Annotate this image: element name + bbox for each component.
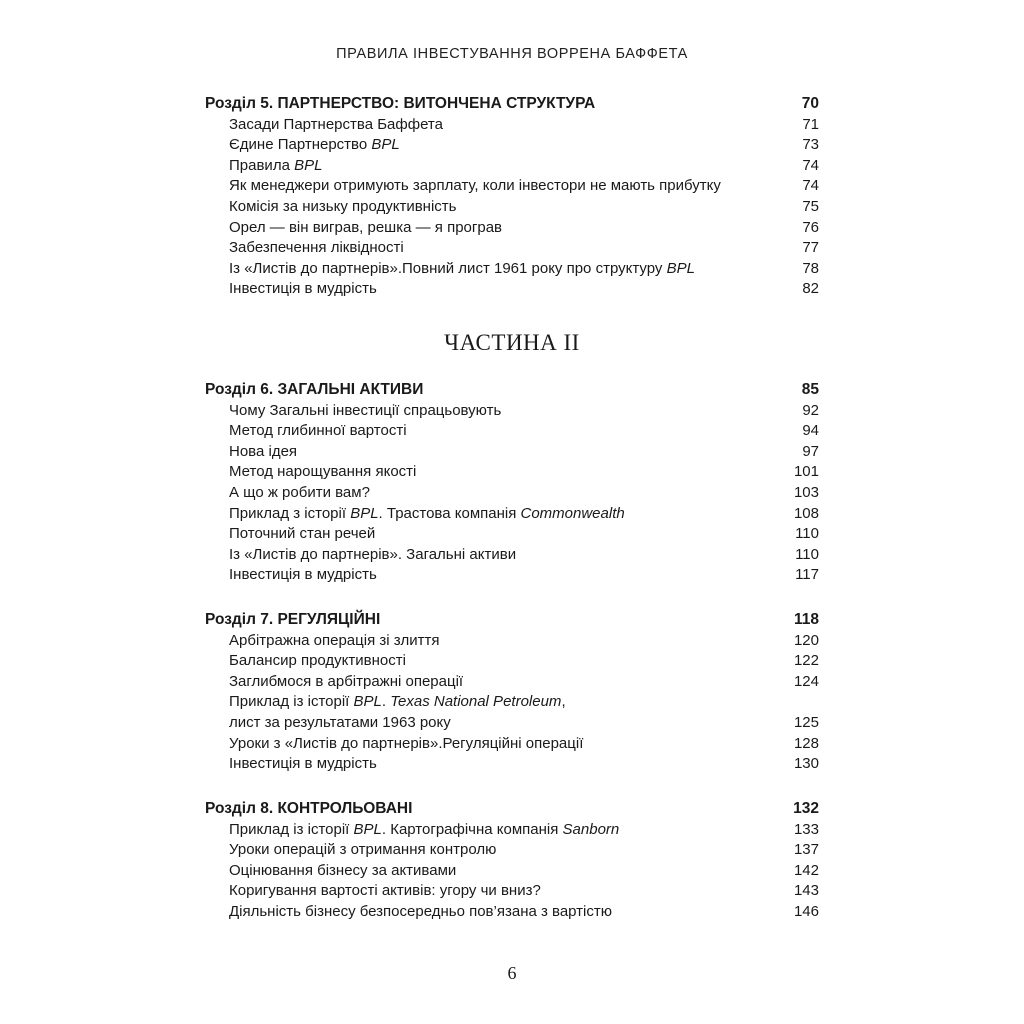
toc-entry[interactable]	[205, 565, 819, 586]
entry-title: Комісія за низьку продуктивність	[229, 197, 457, 215]
toc-entry[interactable]	[205, 545, 819, 566]
entry-title: Забезпечення ліквідності	[229, 239, 404, 257]
entry-title: Із «Листів до партнерів».Повний лист 1961 року про структуру BPL	[229, 259, 695, 277]
part-title: ЧАСТИНА ІІ	[444, 330, 580, 355]
page-ref: 73	[802, 136, 819, 154]
entry-title: Арбітражна операція зі злиття	[229, 631, 440, 649]
entry-title: Уроки з «Листів до партнерів».Регуляційні операції	[229, 734, 584, 752]
entry-title: Єдине Партнерство BPL	[229, 136, 400, 154]
toc-entry[interactable]	[205, 259, 819, 280]
toc-section-chapter-5	[205, 94, 819, 300]
entry-title: Приклад із історії BPL. Texas National Petroleum,	[229, 693, 566, 711]
page-ref: 124	[793, 672, 819, 690]
entry-title: Засади Партнерства Баффета	[229, 115, 443, 133]
entry-title: Інвестиція в мудрість	[229, 755, 377, 773]
page-ref: 133	[793, 820, 819, 838]
toc-entry[interactable]	[205, 462, 819, 483]
page-ref: 82	[802, 280, 819, 298]
page-ref: 77	[802, 239, 819, 257]
page-ref: 132	[793, 800, 819, 817]
chapter-title: Розділ 5. ПАРТНЕРСТВО: ВИТОНЧЕНА СТРУКТУРА	[205, 95, 596, 112]
page-ref: 146	[793, 902, 819, 920]
toc-entry[interactable]	[205, 238, 819, 259]
toc-entry[interactable]	[205, 672, 819, 693]
page-ref: 137	[793, 841, 819, 859]
toc-entry[interactable]	[205, 483, 819, 504]
entry-title: Метод нарощування якості	[229, 463, 417, 481]
entry-title: Як менеджери отримують зарплату, коли інвестори не мають прибутку	[229, 177, 721, 195]
toc-entry[interactable]	[205, 754, 819, 775]
entry-title: лист за результатами 1963 року	[229, 713, 451, 731]
chapter-title: Розділ 6. ЗАГАЛЬНІ АКТИВИ	[205, 381, 424, 398]
toc-entry[interactable]	[205, 442, 819, 463]
toc-entry[interactable]	[205, 881, 819, 902]
chapter-title: Розділ 7. РЕГУЛЯЦІЙНІ	[205, 611, 381, 628]
page-ref: 74	[802, 177, 819, 195]
page-number: 6	[507, 963, 517, 983]
page-ref: 75	[802, 197, 819, 215]
toc-entry[interactable]	[205, 692, 819, 713]
page-ref: 110	[795, 525, 819, 543]
toc-entry[interactable]	[205, 504, 819, 525]
page-ref: 97	[802, 442, 819, 460]
entry-title: Правила BPL	[229, 156, 323, 174]
chapter-title: Розділ 8. КОНТРОЛЬОВАНІ	[205, 800, 413, 817]
toc-chapter-heading[interactable]	[205, 610, 819, 631]
toc-entry[interactable]	[205, 176, 819, 197]
toc-entry[interactable]	[205, 135, 819, 156]
entry-title: Нова ідея	[229, 442, 298, 460]
toc-entry[interactable]	[205, 401, 819, 422]
toc-entry[interactable]	[205, 902, 819, 923]
entry-title: Діяльність бізнесу безпосередньо пов’язана з вартістю	[229, 902, 613, 920]
entry-title: Поточний стан речей	[229, 525, 376, 543]
toc-entry[interactable]	[205, 197, 819, 218]
page-ref: 125	[793, 713, 819, 731]
page-ref: 85	[801, 381, 819, 398]
entry-title: А що ж робити вам?	[229, 483, 370, 501]
page-ref: 130	[793, 755, 819, 773]
toc-entry[interactable]	[205, 840, 819, 861]
page-ref: 92	[802, 401, 819, 419]
page-ref: 118	[793, 611, 819, 628]
entry-title: Метод глибинної вартості	[229, 422, 407, 440]
page-ref: 142	[793, 861, 819, 879]
toc-entry[interactable]	[205, 279, 819, 300]
page-ref: 94	[802, 422, 819, 440]
toc-entry[interactable]	[205, 861, 819, 882]
toc-section-chapter-7	[205, 610, 819, 775]
entry-title: Інвестиція в мудрість	[229, 280, 377, 298]
toc-entry[interactable]	[205, 218, 819, 239]
entry-title: Із «Листів до партнерів». Загальні активи	[229, 545, 517, 563]
page-ref: 76	[802, 218, 819, 236]
toc-entry[interactable]	[205, 820, 819, 841]
running-header: ПРАВИЛА ІНВЕСТУВАННЯ ВОРРЕНА БАФФЕТА	[336, 46, 688, 62]
toc-entry[interactable]	[205, 524, 819, 545]
toc-section-chapter-6	[205, 380, 819, 586]
page-ref: 108	[793, 504, 819, 522]
page-ref: 78	[802, 259, 819, 277]
page-ref: 122	[793, 652, 819, 670]
toc-entry[interactable]	[205, 651, 819, 672]
toc-chapter-heading[interactable]	[205, 94, 819, 115]
page-ref: 120	[793, 631, 819, 649]
toc-entry[interactable]	[205, 421, 819, 442]
entry-title: Оцінювання бізнесу за активами	[229, 861, 457, 879]
entry-title: Орел — він виграв, решка — я програв	[229, 218, 503, 236]
page-ref: 70	[801, 95, 819, 112]
page-ref: 143	[793, 882, 819, 900]
page-ref: 101	[793, 463, 819, 481]
toc-entry[interactable]	[205, 631, 819, 652]
entry-title: Коригування вартості активів: угору чи вниз?	[229, 882, 541, 900]
page-ref: 71	[802, 115, 819, 133]
page-ref: 74	[802, 156, 819, 174]
entry-title: Уроки операцій з отримання контролю	[229, 841, 497, 859]
toc-entry[interactable]	[205, 156, 819, 177]
entry-title: Приклад з історії BPL. Трастова компанія Commonwealth	[229, 504, 625, 522]
page-ref: 110	[795, 545, 819, 563]
toc-chapter-heading[interactable]	[205, 380, 819, 401]
toc-entry[interactable]	[205, 115, 819, 136]
page-ref: 128	[793, 734, 819, 752]
toc-entry[interactable]	[205, 713, 819, 734]
toc-section-chapter-8	[205, 799, 819, 923]
toc-chapter-heading[interactable]	[205, 799, 819, 820]
page-ref: 103	[793, 483, 819, 501]
page-ref: 117	[795, 566, 819, 584]
toc-entry[interactable]	[205, 734, 819, 755]
entry-title: Чому Загальні інвестиції спрацьовують	[229, 401, 502, 419]
entry-title: Інвестиція в мудрість	[229, 566, 377, 584]
entry-title: Приклад із історії BPL. Картографічна компанія Sanborn	[229, 820, 620, 838]
entry-title: Балансир продуктивності	[229, 652, 406, 670]
entry-title: Заглибмося в арбітражні операції	[229, 672, 464, 690]
